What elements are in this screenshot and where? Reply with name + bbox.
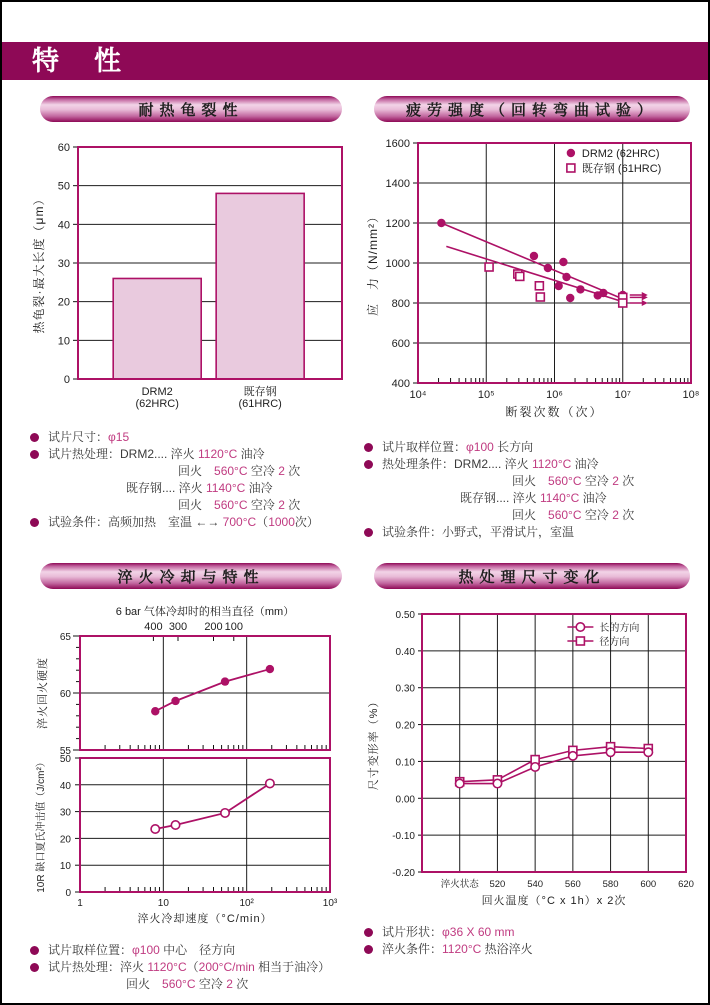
bullet-icon xyxy=(364,945,373,954)
bullet-icon xyxy=(30,963,39,972)
note-text: 次 xyxy=(284,498,301,512)
note-text: 2 xyxy=(278,498,285,512)
note-text: 中心 径方向 xyxy=(159,943,236,957)
svg-text:0: 0 xyxy=(63,374,70,386)
note-line xyxy=(178,463,354,480)
svg-text:10⁷: 10⁷ xyxy=(614,389,631,401)
note-text: 1120°C xyxy=(532,457,572,471)
dimension-change-chart xyxy=(364,602,702,916)
svg-text:10⁸: 10⁸ xyxy=(682,389,700,401)
note-text: 油冷 xyxy=(245,481,273,495)
svg-text:10⁵: 10⁵ xyxy=(477,389,495,401)
note-text: 2 xyxy=(278,464,285,478)
section-fatigue xyxy=(364,96,702,541)
svg-text:-0.10: -0.10 xyxy=(392,831,415,843)
note-text: 次 xyxy=(618,474,635,488)
svg-text:200: 200 xyxy=(204,621,223,633)
note-line xyxy=(364,456,702,473)
bullet-icon xyxy=(30,450,39,459)
svg-text:0: 0 xyxy=(65,888,71,899)
bullet-icon xyxy=(30,518,39,527)
svg-text:10⁶: 10⁶ xyxy=(546,389,563,401)
note-text: 回火 xyxy=(512,508,549,522)
section-title: 疲劳强度（回转弯曲试验） xyxy=(405,101,658,119)
note-line xyxy=(364,924,702,941)
note-text: 空冷 xyxy=(247,464,279,478)
note-line xyxy=(364,941,702,958)
svg-text:10⁴: 10⁴ xyxy=(409,389,427,401)
note-line xyxy=(512,507,702,524)
note-text: 长方向 xyxy=(493,440,534,454)
svg-text:断裂次数（次）: 断裂次数（次） xyxy=(505,405,604,419)
note-text: 560°C xyxy=(214,464,248,478)
svg-text:100: 100 xyxy=(224,621,243,633)
note-text: 560°C xyxy=(548,508,582,522)
note-text: 次 xyxy=(232,977,249,991)
note-text: φ15 xyxy=(108,430,130,444)
note-text: 油冷 xyxy=(237,447,265,461)
note-text: 试验条件：小野式，平滑试片，室温 xyxy=(382,525,575,539)
svg-text:620: 620 xyxy=(678,879,694,890)
svg-text:0.20: 0.20 xyxy=(395,720,415,732)
note-line xyxy=(126,976,354,993)
svg-text:回火温度（°C x 1h）x 2次: 回火温度（°C x 1h）x 2次 xyxy=(481,895,627,907)
svg-text:600: 600 xyxy=(640,879,657,890)
note-text: 回火 xyxy=(178,464,215,478)
note-text: 试片取样位置： xyxy=(48,943,133,957)
svg-text:应 力（N/mm²）: 应 力（N/mm²） xyxy=(366,210,380,316)
note-text: 热处理条件：DRM2.... 淬火 xyxy=(382,457,533,471)
note-text: 1140°C xyxy=(540,491,580,505)
note-text: 既存钢.... 淬火 xyxy=(126,481,207,495)
note-line xyxy=(178,497,354,514)
note-text: 试片热处理：淬火 xyxy=(48,960,148,974)
svg-text:6 bar 气体冷却时的相当直径（mm）: 6 bar 气体冷却时的相当直径（mm） xyxy=(115,606,295,618)
svg-text:50: 50 xyxy=(57,180,70,193)
note-line xyxy=(460,490,702,507)
note-line xyxy=(30,446,354,463)
note-text: 次 xyxy=(284,464,301,478)
svg-text:既存钢 (61HRC): 既存钢 (61HRC) xyxy=(581,163,662,175)
note-text: 回火 xyxy=(126,977,163,991)
note-text: 560°C xyxy=(548,474,582,488)
svg-text:0.30: 0.30 xyxy=(395,683,415,695)
svg-text:10: 10 xyxy=(157,898,169,909)
section-heat-crack xyxy=(30,96,354,541)
svg-text:0.10: 0.10 xyxy=(395,757,415,769)
note-text: φ100 xyxy=(132,943,160,957)
note-text: 2 xyxy=(612,474,619,488)
svg-text:560: 560 xyxy=(564,879,581,890)
svg-text:400: 400 xyxy=(391,378,410,390)
content-grid xyxy=(2,80,708,993)
svg-text:尺寸变形率（%）: 尺寸变形率（%） xyxy=(368,695,380,791)
bullet-icon xyxy=(30,433,39,442)
heat-crack-bar-chart xyxy=(30,135,354,421)
svg-text:10R 缺口夏氏冲击值（J/cm²）: 10R 缺口夏氏冲击值（J/cm²） xyxy=(36,757,47,893)
note-text: 200°C/min xyxy=(198,960,255,974)
svg-text:0.50: 0.50 xyxy=(395,610,415,621)
note-line xyxy=(364,439,702,456)
bullet-icon xyxy=(30,946,39,955)
note-text: 2 xyxy=(226,977,233,991)
section-header-dimension xyxy=(374,563,690,589)
dimension-notes xyxy=(364,924,702,958)
fatigue-sn-chart xyxy=(364,135,702,431)
svg-text:30: 30 xyxy=(57,258,70,270)
note-text: 空冷 xyxy=(581,508,613,522)
svg-text:55: 55 xyxy=(59,746,71,757)
note-text: （ xyxy=(186,960,199,974)
svg-text:DRM2 (62HRC): DRM2 (62HRC) xyxy=(581,148,660,160)
svg-text:淬火回火硬度: 淬火回火硬度 xyxy=(37,657,49,729)
svg-text:-0.20: -0.20 xyxy=(392,868,415,879)
note-text: 既存钢.... 淬火 xyxy=(460,491,541,505)
svg-text:10: 10 xyxy=(57,335,70,348)
svg-text:60: 60 xyxy=(59,689,71,700)
note-text: 1120°C xyxy=(147,960,187,974)
svg-text:(61HRC): (61HRC) xyxy=(238,398,282,410)
section-header-quench xyxy=(40,563,342,589)
svg-text:600: 600 xyxy=(391,338,410,350)
svg-text:0.40: 0.40 xyxy=(395,646,415,658)
note-text: 试验条件：高频加热 室温 ←→ xyxy=(48,515,223,529)
svg-text:10³: 10³ xyxy=(322,898,338,909)
svg-text:1000: 1000 xyxy=(385,258,410,270)
section-header-fatigue xyxy=(374,96,690,122)
quench-cooling-charts xyxy=(30,602,354,934)
svg-text:60: 60 xyxy=(57,142,70,154)
svg-text:DRM2: DRM2 xyxy=(141,386,173,398)
quench-notes xyxy=(30,942,354,993)
note-text: 油冷 xyxy=(579,491,607,505)
svg-text:(62HRC): (62HRC) xyxy=(135,398,179,410)
svg-text:30: 30 xyxy=(59,807,71,819)
page-title: 特 性 xyxy=(32,46,125,76)
svg-text:长的方向: 长的方向 xyxy=(599,623,640,634)
note-text: φ36 X 60 mm xyxy=(442,925,515,939)
note-text: 次 xyxy=(618,508,635,522)
page-header xyxy=(2,42,708,80)
note-text: 试片尺寸： xyxy=(48,430,109,444)
note-text: 回火 xyxy=(512,474,549,488)
svg-text:10: 10 xyxy=(59,861,71,873)
section-quench xyxy=(30,563,354,993)
note-text: 相当于油冷） xyxy=(254,960,331,974)
note-text: 淬火条件： xyxy=(382,942,443,956)
note-line xyxy=(30,942,354,959)
svg-text:65: 65 xyxy=(59,632,71,643)
note-text: 700°C xyxy=(222,515,257,529)
bullet-icon xyxy=(364,928,373,937)
note-text: 热浴淬火 xyxy=(481,942,533,956)
note-text: 1000 xyxy=(268,515,295,529)
bullet-icon xyxy=(364,460,373,469)
svg-text:20: 20 xyxy=(57,296,70,309)
svg-text:淬火冷却速度（°C/min）: 淬火冷却速度（°C/min） xyxy=(137,913,273,925)
heat-crack-notes xyxy=(30,429,354,531)
note-text: 试片热处理：DRM2.... 淬火 xyxy=(48,447,199,461)
svg-text:520: 520 xyxy=(489,879,506,890)
note-text: （ xyxy=(256,515,269,529)
note-text: 空冷 xyxy=(247,498,279,512)
note-line xyxy=(512,473,702,490)
note-text: 回火 xyxy=(178,498,215,512)
note-line xyxy=(126,480,354,497)
section-title: 热处理尺寸变化 xyxy=(458,568,606,586)
note-text: 试片取样位置： xyxy=(382,440,467,454)
svg-text:径方向: 径方向 xyxy=(599,637,630,648)
svg-text:800: 800 xyxy=(391,298,410,310)
svg-text:40: 40 xyxy=(57,219,70,232)
note-line xyxy=(30,959,354,976)
svg-text:热龟裂·最大长度（μm）: 热龟裂·最大长度（μm） xyxy=(32,192,46,334)
svg-text:50: 50 xyxy=(59,754,71,765)
svg-text:1400: 1400 xyxy=(385,178,410,190)
note-text: 油冷 xyxy=(571,457,599,471)
svg-text:10²: 10² xyxy=(239,898,254,909)
note-line xyxy=(30,514,354,531)
section-title: 耐热龟裂性 xyxy=(138,101,244,119)
svg-text:1600: 1600 xyxy=(385,138,410,150)
note-line xyxy=(364,524,702,541)
svg-text:1: 1 xyxy=(77,898,83,909)
svg-text:既存钢: 既存钢 xyxy=(243,386,277,398)
svg-text:淬火状态: 淬火状态 xyxy=(440,879,479,890)
bullet-icon xyxy=(364,528,373,537)
note-text: 1120°C xyxy=(442,942,482,956)
note-text: 1120°C xyxy=(198,447,238,461)
note-text: 560°C xyxy=(214,498,248,512)
note-line xyxy=(30,429,354,446)
note-text: 次） xyxy=(294,515,319,529)
svg-text:400: 400 xyxy=(144,621,163,633)
note-text: 空冷 xyxy=(581,474,613,488)
section-dimension xyxy=(364,563,702,993)
svg-text:20: 20 xyxy=(59,834,71,846)
svg-text:1200: 1200 xyxy=(385,218,410,230)
note-text: 2 xyxy=(612,508,619,522)
bullet-icon xyxy=(364,443,373,452)
note-text: 试片形状： xyxy=(382,925,443,939)
svg-text:40: 40 xyxy=(59,780,71,792)
svg-text:580: 580 xyxy=(602,879,619,890)
note-text: 560°C xyxy=(162,977,196,991)
svg-text:300: 300 xyxy=(168,621,188,633)
svg-text:0.00: 0.00 xyxy=(395,794,415,806)
fatigue-notes xyxy=(364,439,702,541)
note-text: 1140°C xyxy=(206,481,246,495)
svg-text:540: 540 xyxy=(527,879,544,890)
section-title: 淬火冷却与特性 xyxy=(117,568,265,586)
note-text: φ100 xyxy=(466,440,494,454)
note-text: 空冷 xyxy=(195,977,227,991)
section-header-heat-crack xyxy=(40,96,342,122)
